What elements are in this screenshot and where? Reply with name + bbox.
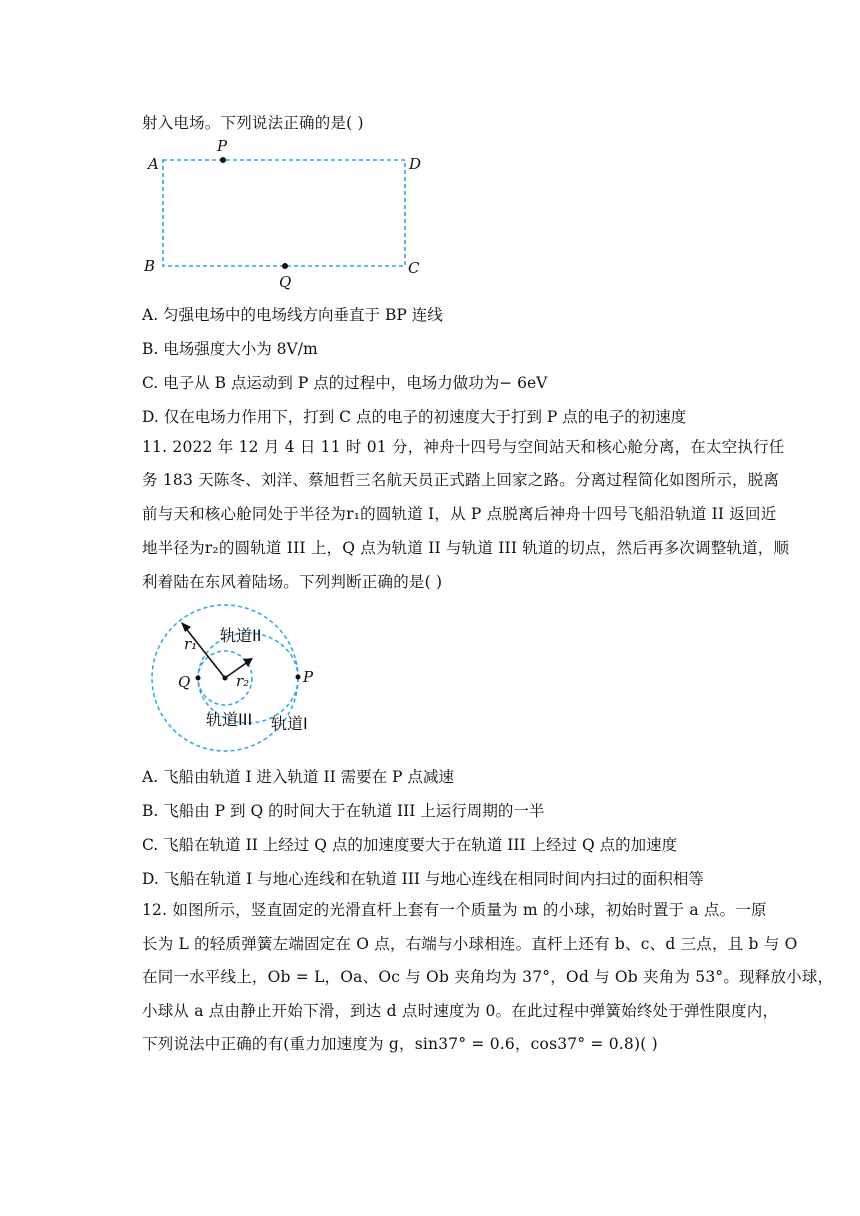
q10-option-a: A. 匀强电场中的电场线方向垂直于 BP 连线 [142, 306, 443, 324]
label-orbit-3: 轨道III [206, 710, 253, 729]
point-p [296, 675, 301, 680]
q10-option-c: C. 电子从 B 点运动到 P 点的过程中，电场力做功为− 6eV [142, 374, 548, 392]
label-b: B [144, 257, 156, 275]
label-d: D [409, 155, 422, 173]
label-r2: r₂ [236, 672, 250, 690]
q12-line-2: 长为 L 的轻质弹簧左端固定在 O 点，右端与小球相连。直杆上还有 b、c、d 三点，且 b 与 O [142, 935, 798, 953]
q10-option-b: B. 电场强度大小为 8V/m [142, 340, 318, 358]
label-p: P [303, 668, 314, 686]
q12-line-1: 12. 如图所示，竖直固定的光滑直杆上套有一个质量为 m 的小球，初始时置于 a 点。一原 [142, 901, 767, 919]
label-orbit-1: 轨道I [271, 714, 308, 733]
point-q [282, 263, 288, 269]
q11-option-c: C. 飞船在轨道 II 上经过 Q 点的加速度要大于在轨道 III 上经过 Q 点的加速度 [142, 836, 678, 854]
q12-line-3: 在同一水平线上，Ob = L，Oa、Oc 与 Ob 夹角均为 37°，Od 与 Ob 夹角为 53°。现释放小球， [142, 968, 834, 986]
label-p: P [217, 138, 228, 155]
label-c: C [408, 259, 420, 277]
point-p [220, 157, 226, 163]
label-orbit-2: 轨道II [220, 626, 262, 645]
earth-center [223, 676, 228, 681]
q10-intro-tail: 射入电场。下列说法正确的是( ) [142, 114, 364, 132]
q11-option-d: D. 飞船在轨道 I 与地心连线和在轨道 III 与地心连线在相同时间内扫过的面积相等 [142, 870, 704, 888]
q12-line-4: 小球从 a 点由静止开始下滑，到达 d 点时速度为 0。在此过程中弹簧始终处于弹性限度内， [142, 1002, 779, 1020]
r2-arrowhead [243, 658, 253, 667]
q11-line-3: 前与天和核心舱同处于半径为r₁的圆轨道 I，从 P 点脱离后神舟十四号飞船沿轨道 II 返回近 [142, 505, 777, 523]
q11-option-a: A. 飞船由轨道 I 进入轨道 II 需要在 P 点减速 [142, 768, 454, 786]
q11-line-2: 务 183 天陈冬、刘洋、蔡旭哲三名航天员正式踏上回家之路。分离过程简化如图所示，脱离 [142, 471, 780, 489]
dashed-rectangle [163, 160, 405, 266]
q11-line-5: 利着陆在东风着陆场。下列判断正确的是( ) [142, 573, 443, 591]
q11-line-1: 11. 2022 年 12 月 4 日 11 时 01 分，神舟十四号与空间站天和核心舱分离，在太空执行任 [142, 438, 785, 456]
q11-orbit-figure [148, 603, 328, 753]
label-q: Q [279, 273, 292, 290]
q11-option-b: B. 飞船由 P 到 Q 的时间大于在轨道 III 上运行周期的一半 [142, 802, 545, 820]
label-a: A [148, 155, 159, 173]
q10-rectangle-figure [140, 138, 430, 290]
point-q [196, 676, 201, 681]
q11-line-4: 地半径为r₂的圆轨道 III 上，Q 点为轨道 II 与轨道 III 轨道的切点，然后再多次调整轨道，顺 [142, 539, 790, 557]
label-r1: r₁ [184, 635, 198, 653]
q12-line-5: 下列说法中正确的有(重力加速度为 g，sin37° = 0.6，cos37° = 0.8)( ) [142, 1035, 658, 1053]
r1-arrowhead [181, 622, 191, 632]
q10-option-d: D. 仅在电场力作用下，打到 C 点的电子的初速度大于打到 P 点的电子的初速度 [142, 408, 687, 426]
label-q: Q [178, 673, 191, 691]
